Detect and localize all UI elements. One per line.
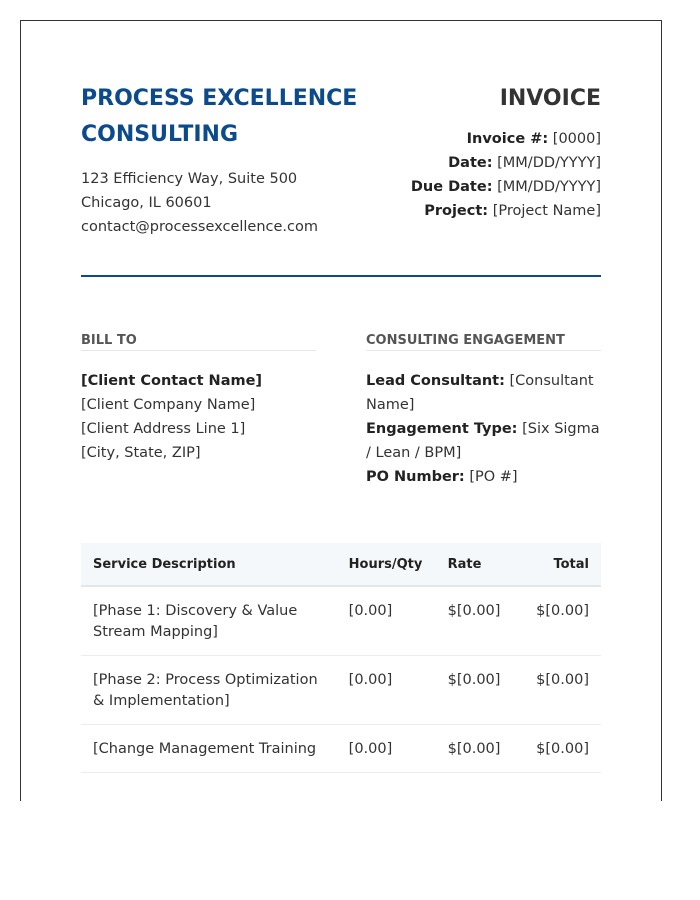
company-address-line2: Chicago, IL 60601 [81,195,212,211]
services-table-header [81,543,601,586]
row-total: $[0.00] [524,586,601,656]
row-description: [Phase 1: Discovery & Value Stream Mapping] [81,586,337,656]
client-city-state-zip: [City, State, ZIP] [81,445,201,461]
po-number-label: PO Number: [366,469,465,485]
bill-to-block [81,333,316,489]
invoice-number-label: Invoice #: [466,131,549,147]
row-hours: [0.00] [337,656,436,725]
table-row [81,586,601,656]
invoice-date-value: [MM/DD/YYYY] [497,155,601,171]
bill-to-details [81,369,316,465]
column-header-hours: Hours/Qty [348,556,423,572]
column-header-total: Total [553,556,589,572]
po-number [366,465,601,489]
engagement-details [366,369,601,489]
client-contact-name: [Client Contact Name] [81,373,263,389]
row-hours: [0.00] [337,725,436,773]
engagement-block [366,333,601,489]
engagement-type-label: Engagement Type: [366,421,518,437]
invoice-number [401,127,601,151]
lead-consultant [366,369,601,417]
parties-section [81,333,601,489]
lead-consultant-value: [Consultant Name] [366,373,594,413]
row-rate: $[0.00] [436,586,525,656]
invoice-due-value: [MM/DD/YYYY] [497,179,601,195]
invoice-title: INVOICE [499,86,601,111]
lead-consultant-label: Lead Consultant: [366,373,505,389]
row-total: $[0.00] [524,656,601,725]
engagement-type-value: [Six Sigma / Lean / BPM] [366,421,600,461]
invoice-project-value: [Project Name] [492,203,601,219]
invoice-date-label: Date: [448,155,493,171]
company-block [81,81,361,239]
invoice-project [401,199,601,223]
row-description: [Change Management Training [81,725,337,773]
services-table [81,543,601,773]
column-header-rate: Rate [447,556,482,572]
company-address [81,167,361,239]
invoice-date [401,151,601,175]
header-divider [81,275,601,277]
column-header-description: Service Description [93,556,236,572]
row-description: [Phase 2: Process Optimization & Implementation] [81,656,337,725]
company-address-line1: 123 Efficiency Way, Suite 500 [81,171,298,187]
row-total: $[0.00] [524,725,601,773]
client-company-name: [Client Company Name] [81,397,256,413]
invoice-content [81,81,601,773]
client-address: [Client Address Line 1] [81,421,246,437]
engagement-type [366,417,601,465]
invoice-due-label: Due Date: [410,179,493,195]
company-name: PROCESS EXCELLENCE CONSULTING [81,86,358,147]
table-row [81,725,601,773]
bill-to-heading: BILL TO [81,333,316,351]
invoice-due-date [401,175,601,199]
invoice-header [81,81,601,239]
invoice-number-value: [0000] [552,131,601,147]
row-rate: $[0.00] [436,725,525,773]
company-email: contact@processexcellence.com [81,219,319,235]
po-number-value: [PO #] [469,469,518,485]
row-rate: $[0.00] [436,656,525,725]
table-row [81,656,601,725]
invoice-meta-block [401,81,601,223]
row-hours: [0.00] [337,586,436,656]
invoice-project-label: Project: [424,203,489,219]
invoice-page [20,20,662,801]
invoice-meta [401,127,601,223]
engagement-heading: CONSULTING ENGAGEMENT [366,333,601,351]
